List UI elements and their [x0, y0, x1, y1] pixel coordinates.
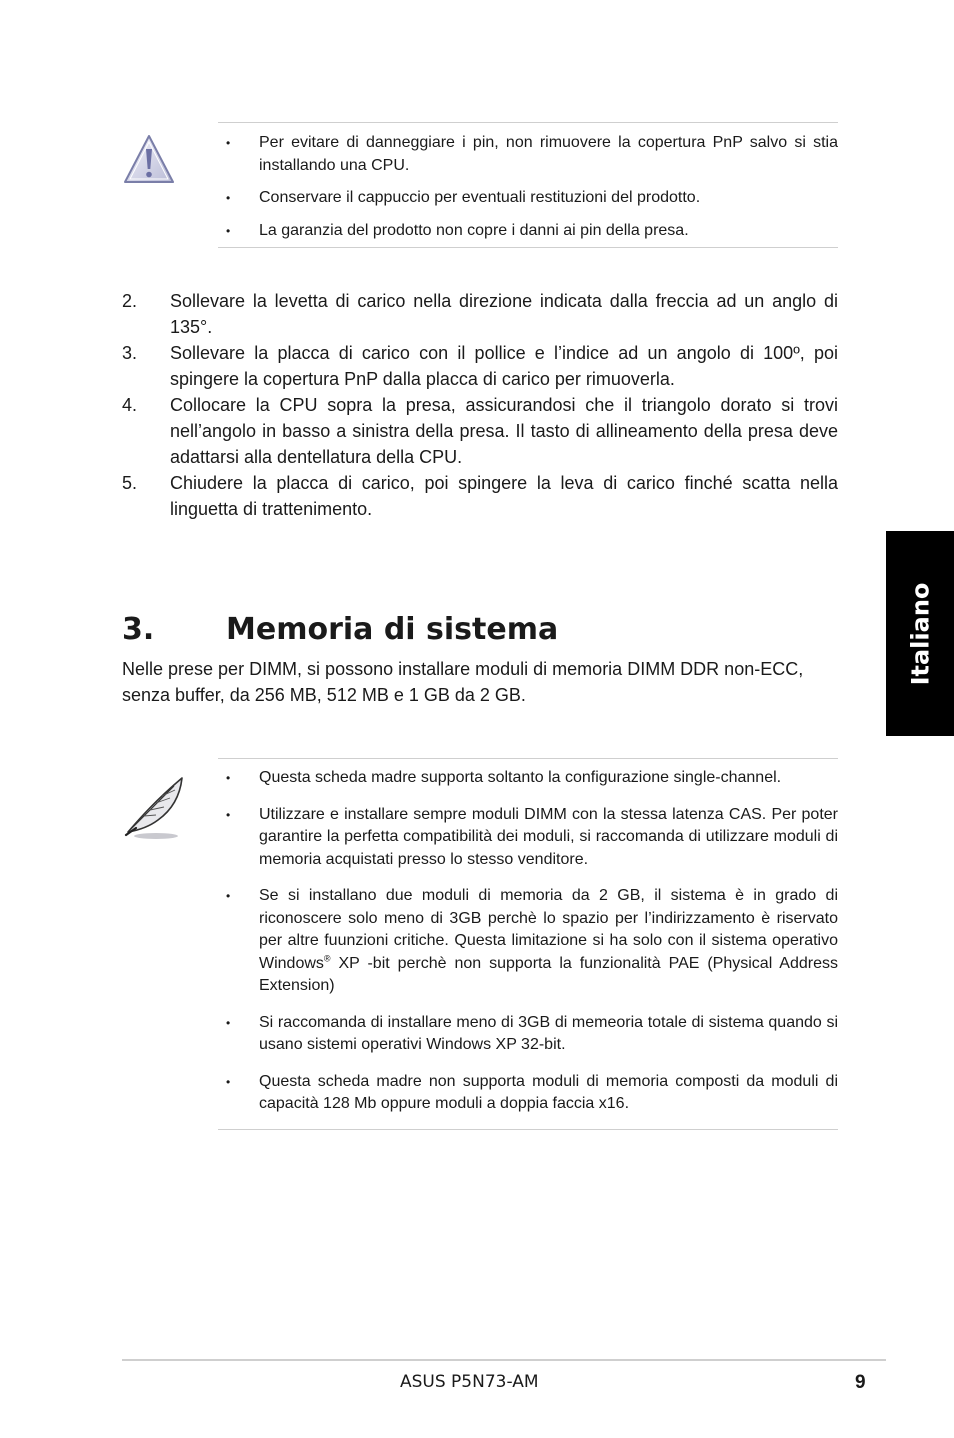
caution-box	[218, 122, 838, 248]
step-number: 5.	[122, 473, 138, 493]
step-number: 3.	[122, 343, 138, 363]
caution-item: • La garanzia del prodotto non copre i danni ai pin della presa.	[218, 220, 838, 243]
section-intro: Nelle prese per DIMM, si possono installare moduli di memoria DIMM DDR non-ECC, senza buffer, da 256 MB, 512 MB e 1 GB da 2 GB.	[122, 659, 804, 705]
section-title: Memoria di sistema	[226, 612, 559, 647]
warning-triangle-icon	[122, 133, 176, 190]
note-box	[218, 758, 838, 1130]
note-item: • Questa scheda madre supporta soltanto la configurazione single-channel.	[218, 767, 838, 790]
language-tab-label: Italiano	[906, 582, 935, 685]
step-text: Sollevare la levetta di carico nella direzione indicata dalla freccia ad un anglo di 135°.	[170, 291, 838, 337]
step-number: 4.	[122, 395, 138, 415]
note-item	[218, 885, 838, 998]
page-number: 9	[855, 1372, 866, 1393]
note-text: Se si installano due moduli di memoria da 2 GB, il sistema è in grado di riconoscere solo meno di 3GB perchè lo spazio per l’indirizzamento è riservato per altre fuunzioni critiche. Questa limitazione si ha solo con il sistema operativo Windows	[259, 887, 838, 972]
step-item	[122, 470, 838, 522]
caution-item: • Conservare il cappuccio per eventuali restituzioni del prodotto.	[218, 187, 838, 210]
language-tab	[886, 531, 954, 736]
step-text: Sollevare la placca di carico con il pollice e l’indice ad un angolo di 100º, poi spingere la copertura PnP dalla placca di carico per rimuoverla.	[170, 343, 838, 389]
caution-item: • Per evitare di danneggiare i pin, non rimuovere la copertura PnP salvo si stia installando una CPU.	[218, 132, 838, 177]
step-text: Chiudere la placca di carico, poi spingere la leva di carico finché scatta nella linguetta di trattenimento.	[170, 473, 838, 519]
note-item: • Questa scheda madre non supporta moduli di memoria composti da moduli di capacità 128 Mb oppure moduli a doppia faccia x16.	[218, 1071, 838, 1116]
footer-divider	[122, 1359, 886, 1361]
step-number: 2.	[122, 291, 138, 311]
feather-pen-icon	[122, 772, 192, 847]
registered-mark: ®	[323, 953, 331, 964]
note-item: • Utilizzare e installare sempre moduli DIMM con la stessa latenza CAS. Per poter garantire la perfetta compatibilità dei moduli, si raccomanda di utilizzare moduli di memoria acquistati presso lo stesso venditore.	[218, 804, 838, 872]
note-item: • Si raccomanda di installare meno di 3GB di memeoria totale di sistema quando si usano sistemi operativi Windows XP 32-bit.	[218, 1012, 838, 1057]
footer-model: ASUS P5N73-AM	[400, 1372, 539, 1392]
step-item	[122, 392, 838, 470]
step-item	[122, 288, 838, 340]
installation-steps	[122, 288, 838, 522]
step-item	[122, 340, 838, 392]
caution-list	[218, 132, 838, 242]
section-number: 3.	[122, 612, 155, 647]
step-text: Collocare la CPU sopra la presa, assicurandosi che il triangolo dorato si trovi nell’angolo in basso a sinistra della presa. Il tasto di allineamento della presa deve adattarsi alla dentellatura della CPU.	[170, 395, 838, 467]
note-text: XP -bit perchè non supporta la funzionalità PAE (Physical Address Extension)	[259, 954, 838, 994]
section-heading	[122, 612, 558, 647]
note-list	[218, 767, 838, 1116]
